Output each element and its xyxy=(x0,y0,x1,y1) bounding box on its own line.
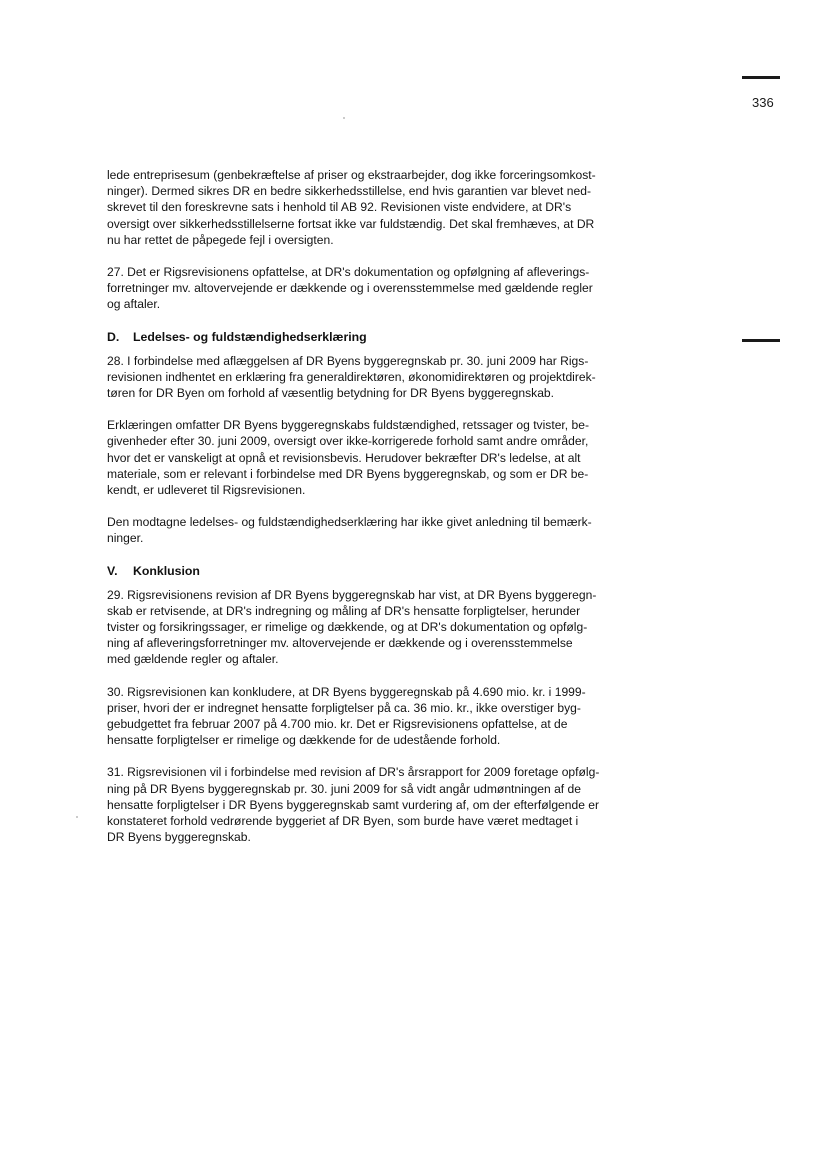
text-line: 28. I forbindelse med aflæggelsen af DR Byens byggeregnskab pr. 30. juni 2009 har Rigs- xyxy=(107,353,589,368)
text-line: lede entreprisesum (genbekræftelse af priser og ekstraarbejder, dog ikke forceringsomkost- xyxy=(107,168,596,182)
section-title: Ledelses- og fuldstændighedserklæring xyxy=(133,329,367,344)
section-heading-d xyxy=(107,329,627,345)
text-line: givenheder efter 30. juni 2009, oversigt over ikke-korrigerede forhold samt andre områder, xyxy=(107,434,589,449)
paragraph-28 xyxy=(107,353,627,402)
paragraph-text xyxy=(107,514,627,546)
paragraph-30 xyxy=(107,684,627,749)
text-line: hensatte forpligtelser i DR Byens byggeregnskab samt vurdering af, om der efterfølgende er xyxy=(107,797,600,812)
text-line: 31. Rigsrevisionen vil i forbindelse med revision af DR's årsrapport for 2009 foretage opfølg- xyxy=(107,765,600,780)
text-line: hvor det er vanskeligt at opnå et revisionsbevis. Herudover bekræfter DR's ledelse, at alt xyxy=(107,450,581,465)
paragraph-erklaering xyxy=(107,417,627,498)
text-line: konstateret forhold vedrørende byggeriet af DR Byen, som burde have været medtaget i xyxy=(107,814,579,829)
text-line: 30. Rigsrevisionen kan konkludere, at DR Byens byggeregnskab på 4.690 mio. kr. i 1999- xyxy=(107,684,586,699)
text-line: ninger). Dermed sikres DR en bedre sikkerhedsstillelse, end hvis garantien var blevet ned- xyxy=(107,184,591,199)
text-line: revisionen indhentet en erklæring fra generaldirektøren, økonomidirektøren og projektdirek- xyxy=(107,369,596,384)
text-line: tøren for DR Byen om forhold af væsentlig betydning for DR Byens byggeregnskab. xyxy=(107,386,555,401)
text-line: med gældende regler og aftaler. xyxy=(107,652,279,667)
text-line: ning på DR Byens byggeregnskab pr. 30. juni 2009 for så vidt angår udmøntningen af de xyxy=(107,781,581,796)
text-line: materiale, som er relevant i forbindelse med DR Byens byggeregnskab, og som er DR be- xyxy=(107,466,589,481)
text-line: og aftaler. xyxy=(107,297,161,312)
scan-speck xyxy=(76,816,78,818)
paragraph-text xyxy=(107,167,627,248)
margin-rule-top xyxy=(742,76,780,79)
text-line: DR Byens byggeregnskab. xyxy=(107,830,251,845)
text-line: gebudgettet fra februar 2007 på 4.700 mio. kr. Det er Rigsrevisionens opfattelse, at de xyxy=(107,717,568,732)
paragraph-text xyxy=(107,264,627,313)
text-line: skab er retvisende, at DR's indregning og måling af DR's hensatte forpligtelser, herunder xyxy=(107,603,581,618)
text-line: nu har rettet de påpegede fejl i oversigten. xyxy=(107,232,334,247)
scan-speck xyxy=(343,117,345,119)
paragraph-continued-25 xyxy=(107,167,627,248)
paragraph-text xyxy=(107,417,627,498)
text-line: tvister og forsikringssager, er rimelige og dækkende, og at DR's dokumentation og opfølg- xyxy=(107,620,588,635)
paragraph-29 xyxy=(107,587,627,668)
margin-rule-section-d xyxy=(742,339,780,342)
document-body xyxy=(107,167,627,846)
paragraph-modtagne xyxy=(107,514,627,546)
paragraph-text xyxy=(107,684,627,749)
section-letter: V. xyxy=(107,563,118,578)
text-line: 27. Det er Rigsrevisionens opfattelse, at DR's dokumentation og opfølgning af afleverings- xyxy=(107,265,590,280)
section-title: Konklusion xyxy=(133,563,200,578)
text-line: Den modtagne ledelses- og fuldstændighedserklæring har ikke givet anledning til bemærk- xyxy=(107,515,592,530)
text-line: hensatte forpligtelser er rimelige og dækkende for de udestående forhold. xyxy=(107,733,501,748)
text-line: oversigt over sikkerhedsstillelserne fortsat ikke var fuldstændig. Det skal fremhæves, at DR xyxy=(107,216,595,231)
text-line: ning af afleveringsforretninger mv. altovervejende er dækkende og i overensstemmelse xyxy=(107,636,573,651)
text-line: ninger. xyxy=(107,531,144,546)
text-line: Erklæringen omfatter DR Byens byggeregnskabs fuldstændighed, retssager og tvister, be- xyxy=(107,418,589,433)
section-letter: D. xyxy=(107,329,120,344)
paragraph-27 xyxy=(107,264,627,313)
text-line: skrevet til den foreskrevne sats i henhold til AB 92. Revisionen viste endvidere, at DR's xyxy=(107,200,572,215)
paragraph-text xyxy=(107,764,627,845)
text-line: kendt, er udleveret til Rigsrevisionen. xyxy=(107,483,306,498)
section-heading-v xyxy=(107,563,627,579)
paragraph-31 xyxy=(107,764,627,845)
paragraph-text xyxy=(107,353,627,402)
page-number: 336 xyxy=(752,95,774,110)
text-line: priser, hvori der er indregnet hensatte forpligtelser på ca. 36 mio. kr., ikke overstiger byg- xyxy=(107,700,581,715)
text-line: forretninger mv. altovervejende er dækkende og i overensstemmelse med gældende regler xyxy=(107,281,593,296)
text-line: 29. Rigsrevisionens revision af DR Byens byggeregnskab har vist, at DR Byens byggeregn- xyxy=(107,587,597,602)
paragraph-text xyxy=(107,587,627,668)
